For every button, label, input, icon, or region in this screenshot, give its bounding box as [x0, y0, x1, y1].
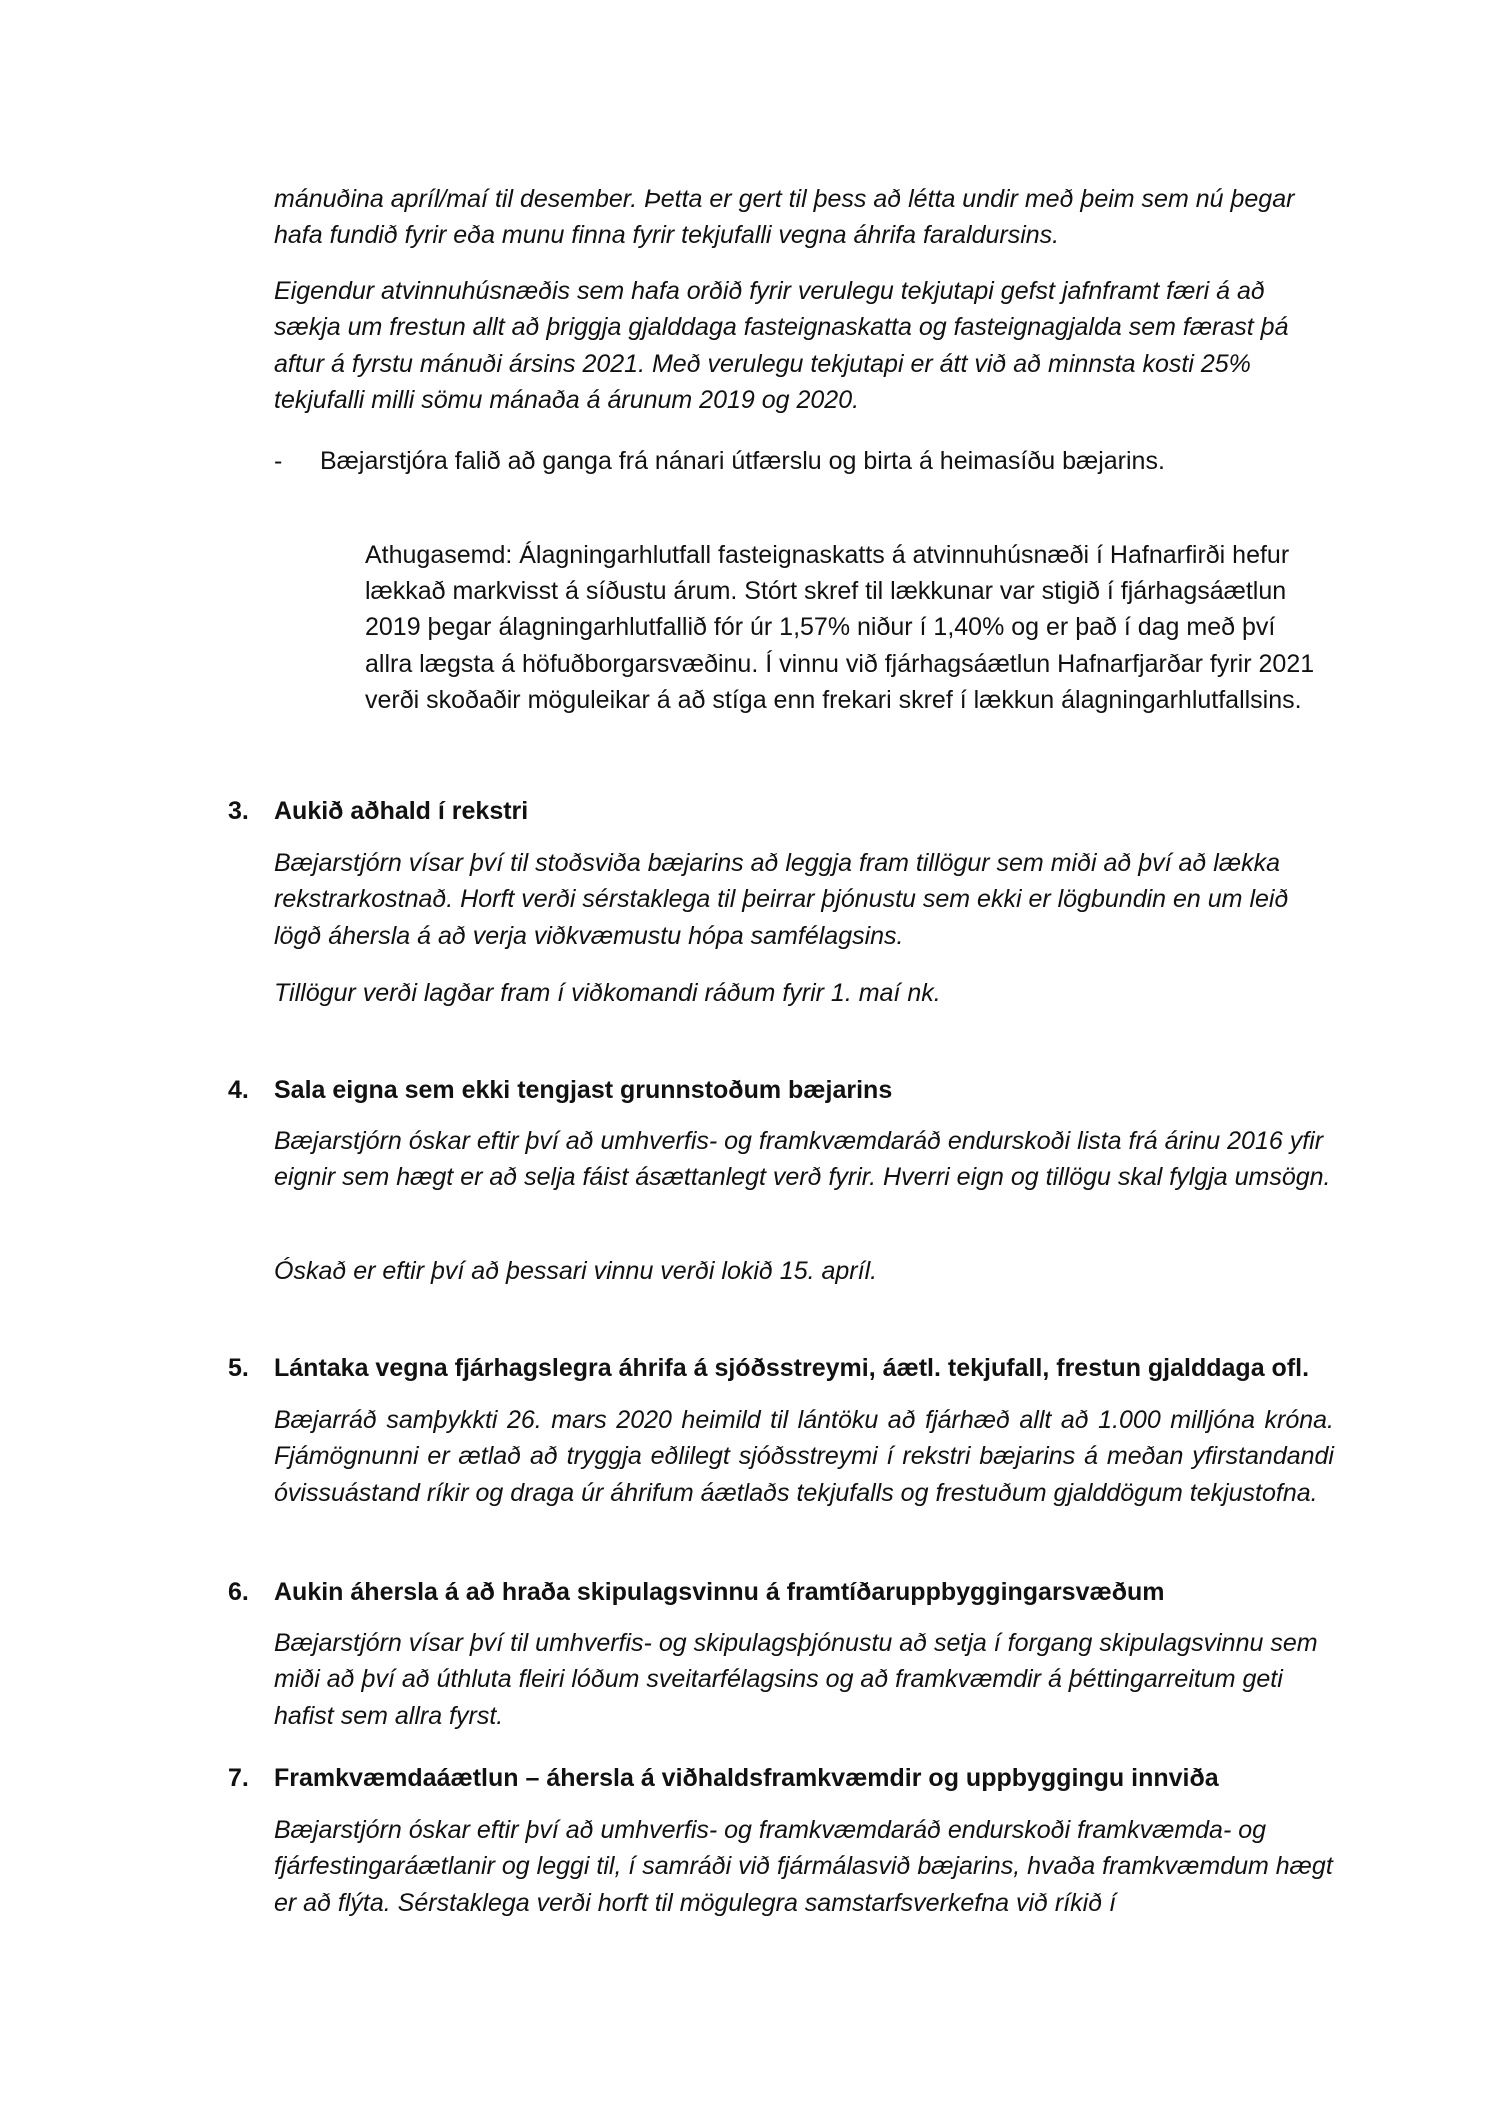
- section-number: 3.: [228, 797, 249, 825]
- section-number: 4.: [228, 1076, 249, 1104]
- section-4-paragraph-2: Óskað er eftir því að þessari vinnu verði lokið 15. apríl.: [274, 1257, 878, 1285]
- section-number: 7.: [228, 1764, 249, 1792]
- section-number: 5.: [228, 1354, 249, 1382]
- section-title: Aukið aðhald í rekstri: [274, 797, 529, 825]
- section-7-paragraph-1: Bæjarstjórn óskar eftir því að umhverfis- og framkvæmdaráð endurskoði framkvæmda- og fjárfestingaráætlanir og leggi til, í samráði við fjármálasvið bæjarins, hvaða framkvæmdum hægt er að flýta. Sérstaklega verði horft til mögulegra samstarfsverkefna við ríkið í: [274, 1816, 1333, 1917]
- section-number: 6.: [228, 1578, 249, 1606]
- note-paragraph: Athugasemd: Álagningarhlutfall fasteignaskatts á atvinnuhúsnæði í Hafnarfirði hefur lækkað markvisst á síðustu árum. Stórt skref til lækkunar var stigið í fjárhagsáætlun 2019 þegar álagningarhlutfallið fór úr 1,57% niður í 1,40% og er það í dag með því allra lægsta á höfuðborgarsvæðinu. Í vinnu við fjárhagsáætlun Hafnarfjarðar fyrir 2021 verði skoðaðir möguleikar á að stíga enn frekari skref í lækkun álagningarhlutfallsins.: [365, 541, 1315, 714]
- section-heading-6: [228, 1574, 1378, 1610]
- section-3-paragraph-1: Bæjarstjórn vísar því til stoðsviða bæjarins að leggja fram tillögur sem miði að því að lækka rekstrarkostnað. Horft verði sérstaklega til þeirrar þjónustu sem ekki er lögbundin en um leið lögð áhersla á að verja viðkvæmustu hópa samfélagsins.: [274, 849, 1289, 950]
- section-3-paragraph-2: Tillögur verði lagðar fram í viðkomandi ráðum fyrir 1. maí nk.: [274, 979, 941, 1007]
- bullet-marker: -: [274, 447, 283, 475]
- intro-paragraph-1: mánuðina apríl/maí til desember. Þetta er gert til þess að létta undir með þeim sem nú þegar hafa fundið fyrir eða munu finna fyrir tekjufalli vegna áhrifa faraldursins.: [274, 185, 1295, 250]
- section-heading-5: [228, 1350, 1378, 1386]
- section-6-paragraph-1: Bæjarstjórn vísar því til umhverfis- og skipulagsþjónustu að setja í forgang skipulagsvinnu sem miði að því að úthluta fleiri lóðum sveitarfélagsins og að framkvæmdir á þéttingarreitum geti hafist sem allra fyrst.: [274, 1629, 1318, 1730]
- section-heading-7: [228, 1760, 1378, 1796]
- section-title: Lántaka vegna fjárhagslegra áhrifa á sjóðsstreymi, áætl. tekjufall, frestun gjalddaga ofl.: [274, 1354, 1310, 1382]
- section-heading-4: [228, 1072, 1378, 1108]
- intro-paragraph-2: Eigendur atvinnuhúsnæðis sem hafa orðið fyrir verulegu tekjutapi gefst jafnframt færi á að sækja um frestun allt að þriggja gjalddaga fasteignaskatta og fasteignagjalda sem færast þá aftur á fyrstu mánuði ársins 2021. Með verulegu tekjutapi er átt við að minnsta kosti 25% tekjufalli milli sömu mánaða á árunum 2019 og 2020.: [274, 277, 1289, 414]
- section-title: Aukin áhersla á að hraða skipulagsvinnu á framtíðaruppbyggingarsvæðum: [274, 1578, 1165, 1606]
- section-5-paragraph-1: Bæjarráð samþykkti 26. mars 2020 heimild til lántöku að fjárhæð allt að 1.000 milljóna króna. Fjámögnunni er ætlað að tryggja eðlilegt sjóðsstreymi í rekstri bæjarins á meðan yfirstandandi óvissuástand ríkir og draga úr áhrifum áætlaðs tekjufalls og frestuðum gjalddögum tekjustofna.: [274, 1406, 1334, 1507]
- section-4-paragraph-1: Bæjarstjórn óskar eftir því að umhverfis- og framkvæmdaráð endurskoði lista frá árinu 2016 yfir eignir sem hægt er að selja fáist ásættanlegt verð fyrir. Hverri eign og tillögu skal fylgja umsögn.: [274, 1127, 1331, 1192]
- section-title: Sala eigna sem ekki tengjast grunnstoðum bæjarins: [274, 1076, 893, 1104]
- section-heading-3: [228, 793, 1378, 829]
- bullet-text: Bæjarstjóra falið að ganga frá nánari útfærslu og birta á heimasíðu bæjarins.: [320, 447, 1165, 475]
- section-title: Framkvæmdaáætlun – áhersla á viðhaldsframkvæmdir og uppbyggingu innviða: [274, 1764, 1219, 1792]
